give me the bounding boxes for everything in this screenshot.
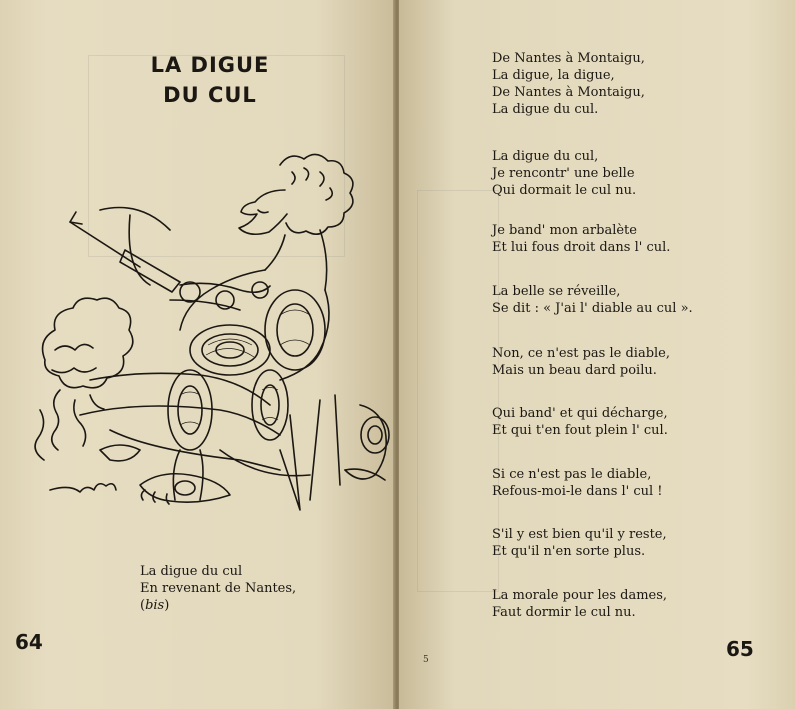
verse-line: Je band' mon arbalète	[492, 223, 637, 238]
verse-line: Si ce n'est pas le diable,	[492, 467, 652, 482]
stanza-8	[492, 526, 667, 560]
left-verse-block	[140, 563, 296, 614]
stanza-3	[492, 222, 670, 256]
stanza-6	[492, 405, 668, 439]
verse-line: Qui dormait le cul nu.	[492, 183, 637, 198]
verse-line: Je rencontr' une belle	[492, 166, 635, 181]
verse-line: La digue du cul	[140, 564, 243, 579]
stanza-5	[492, 345, 670, 379]
verse-line: (bis)	[140, 598, 170, 613]
song-title-line-1: LA DIGUE	[150, 53, 270, 77]
verse-line: Faut dormir le cul nu.	[492, 605, 636, 620]
stanza-4	[492, 283, 693, 317]
signature-marker: 5	[423, 655, 429, 665]
crossbow-figure-illustration	[30, 150, 395, 515]
verse-line: De Nantes à Montaigu,	[492, 85, 645, 100]
stanza-2	[492, 148, 636, 199]
show-through-column	[417, 190, 499, 592]
verse-line: Et lui fous droit dans l' cul.	[492, 240, 671, 255]
verse-line: S'il y est bien qu'il y reste,	[492, 527, 667, 542]
left-page	[0, 0, 395, 709]
verse-line: La morale pour les dames,	[492, 588, 668, 603]
verse-line: Se dit : « J'ai l' diable au cul ».	[492, 301, 693, 316]
verse-line: Mais un beau dard poilu.	[492, 363, 657, 378]
verse-line: Refous-moi-le dans l' cul !	[492, 484, 663, 499]
page-number-left: 64	[15, 630, 43, 654]
verse-line: La digue du cul.	[492, 102, 599, 117]
page-number-right: 65	[726, 637, 754, 661]
verse-line: De Nantes à Montaigu,	[492, 51, 645, 66]
stanza-9	[492, 587, 667, 621]
verse-line: Et qui t'en fout plein l' cul.	[492, 423, 668, 438]
verse-line: La digue du cul,	[492, 149, 599, 164]
verse-line: Et qu'il n'en sorte plus.	[492, 544, 646, 559]
verse-line: La digue, la digue,	[492, 68, 615, 83]
stanza-1	[492, 50, 645, 118]
stanza-7	[492, 466, 663, 500]
bis-marker: bis	[145, 598, 165, 613]
verse-line: Qui band' et qui décharge,	[492, 406, 668, 421]
verse-line: La belle se réveille,	[492, 284, 621, 299]
song-title-line-2: DU CUL	[163, 83, 257, 107]
verse-line: Non, ce n'est pas le diable,	[492, 346, 671, 361]
verse-line: En revenant de Nantes,	[140, 581, 297, 596]
right-page	[399, 0, 795, 709]
